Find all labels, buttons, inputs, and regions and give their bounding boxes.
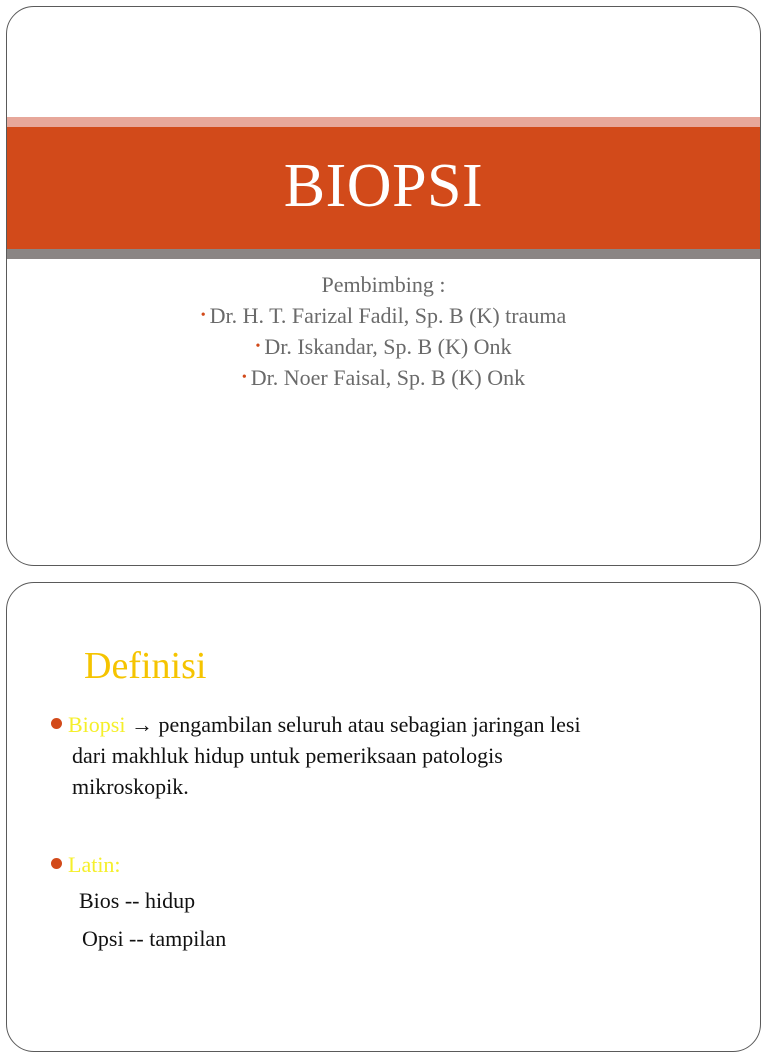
latin-item: Bios -- hidup [79,888,196,913]
supervisor-item [7,331,760,362]
bullet-dot-icon [51,858,62,869]
definition-term: Biopsi [68,712,126,737]
title-band-bottom [7,249,760,259]
title-band-top [7,117,760,127]
title-slide [6,6,761,566]
bullet-icon: • [200,308,206,323]
bullet-icon: • [255,339,261,354]
arrow-icon: → [130,712,153,737]
latin-item: Opsi -- tampilan [82,926,227,951]
supervisor-name: Dr. Iskandar, Sp. B (K) Onk [264,334,512,359]
definition-line-1: pengambilan seluruh atau sebagian jaringan lesi [152,712,581,737]
slide-title: BIOPSI [283,152,484,220]
bullet-dot-icon [51,718,62,729]
slide-heading: Definisi [84,645,207,687]
latin-label: Latin: [68,852,121,877]
supervisor-name: Dr. H. T. Farizal Fadil, Sp. B (K) trauma [209,303,567,328]
definition-paragraph [51,709,731,802]
supervisor-label: Pembimbing : [321,272,446,297]
supervisor-item [7,300,760,331]
supervisor-item [7,362,760,393]
definition-line-3: mikroskopik. [72,774,189,799]
definition-line-2: dari makhluk hidup untuk pemeriksaan patologis [72,743,503,768]
latin-label-row [51,849,731,880]
bullet-icon: • [241,370,247,385]
supervisor-block [7,269,760,393]
definition-slide [6,582,761,1052]
supervisor-name: Dr. Noer Faisal, Sp. B (K) Onk [250,365,526,390]
